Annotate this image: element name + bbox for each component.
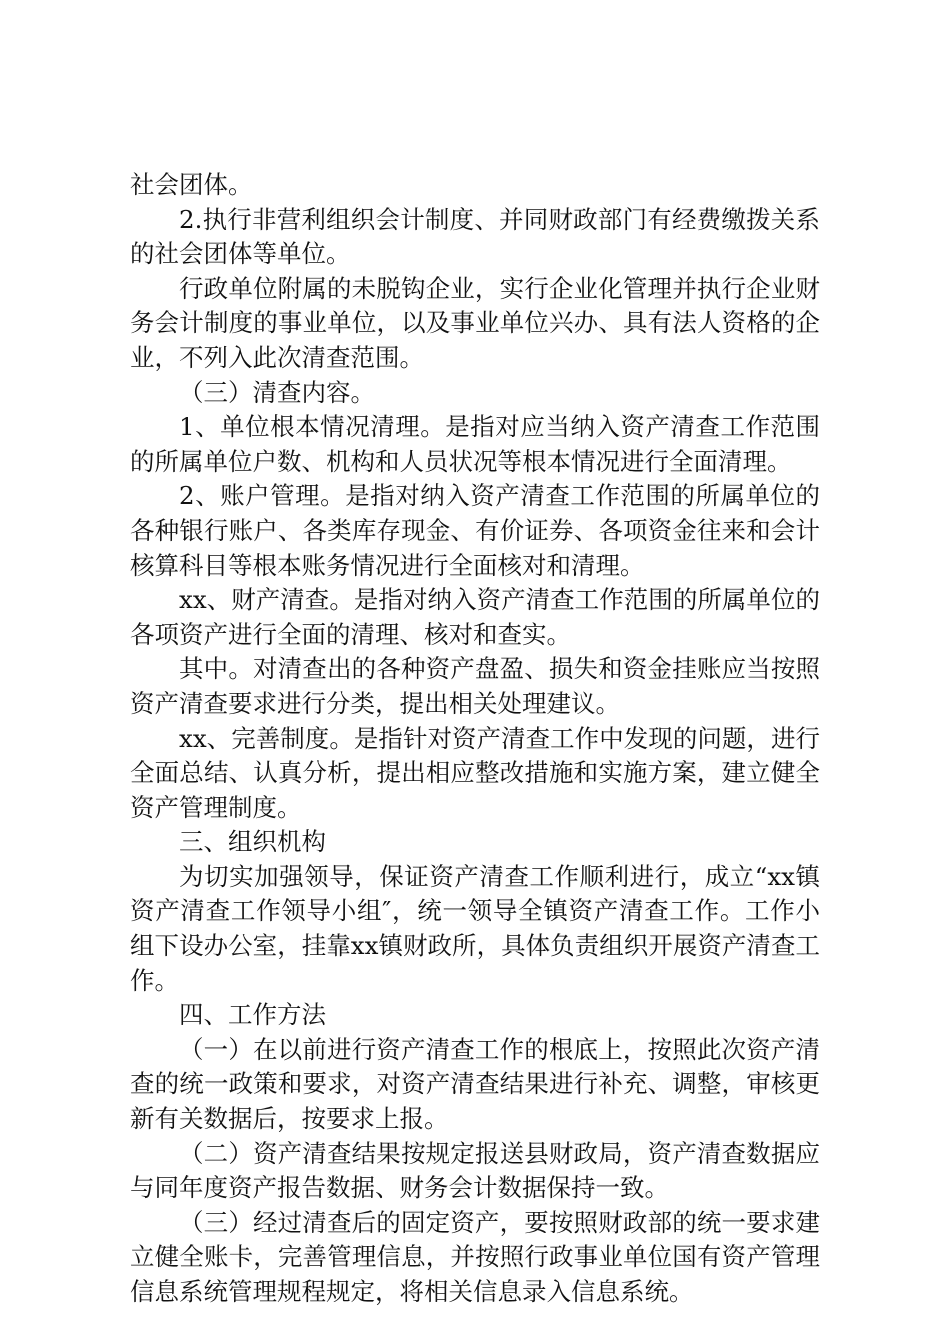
section-heading-methods: 四、工作方法	[179, 1000, 326, 1030]
paragraph-continuation: 社会团体。	[130, 170, 253, 199]
paragraph-method-2: （二）资产清查结果按规定报送县财政局，资产清查数据应与同年度资产报告数据、财务会计数据保持一致。	[130, 1138, 820, 1203]
paragraph-method-1: （一）在以前进行资产清查工作的根底上，按照此次资产清查的统一政策和要求，对资产清查结果进行补充、调整，审核更新有关数据后，按要求上报。	[130, 1034, 820, 1134]
paragraph-content-1: 1、单位根本情况清理。是指对应当纳入资产清查工作范围的所属单位户数、机构和人员状况等根本情况进行全面清理。	[130, 412, 820, 476]
paragraph-organization: 为切实加强领导，保证资产清查工作顺利进行，成立“xx镇资产清查工作领导小组″，统一领导全镇资产清查工作。工作小组下设办公室，挂靠xx镇财政所，具体负责组织开展资产清查工作。	[130, 861, 820, 995]
paragraph-content-3: xx、财产清查。是指对纳入资产清查工作范围的所属单位的各项资产进行全面的清理、核对和查实。	[130, 585, 820, 649]
paragraph-content-note: 其中。对清查出的各种资产盘盈、损失和资金挂账应当按照资产清查要求进行分类，提出相关处理建议。	[130, 654, 820, 718]
paragraph-content-4: xx、完善制度。是指针对资产清查工作中发现的问题，进行全面总结、认真分析，提出相应整改措施和实施方案，建立健全资产管理制度。	[130, 723, 820, 822]
paragraph-method-3: （三）经过清查后的固定资产，要按照财政部的统一要求建立健全账卡，完善管理信息，并按照行政事业单位国有资产管理信息系统管理规程规定，将相关信息录入信息系统。	[130, 1207, 820, 1306]
section-heading-content: （三）清查内容。	[179, 377, 375, 407]
paragraph-content-2: 2、账户管理。是指对纳入资产清查工作范围的所属单位的各种银行账户、各类库存现金、有价证券、各项资金往来和会计核算科目等根本账务情况进行全面核对和清理。	[130, 481, 820, 580]
paragraph-item-2: 2.执行非营利组织会计制度、并同财政部门有经费缴拨关系的社会团体等单位。	[130, 204, 820, 269]
section-heading-organization: 三、组织机构	[179, 827, 326, 857]
document-body	[130, 168, 820, 1310]
paragraph-exclusion: 行政单位附属的未脱钩企业，实行企业化管理并执行企业财务会计制度的事业单位，以及事业单位兴办、具有法人资格的企业，不列入此次清查范围。	[130, 273, 820, 372]
